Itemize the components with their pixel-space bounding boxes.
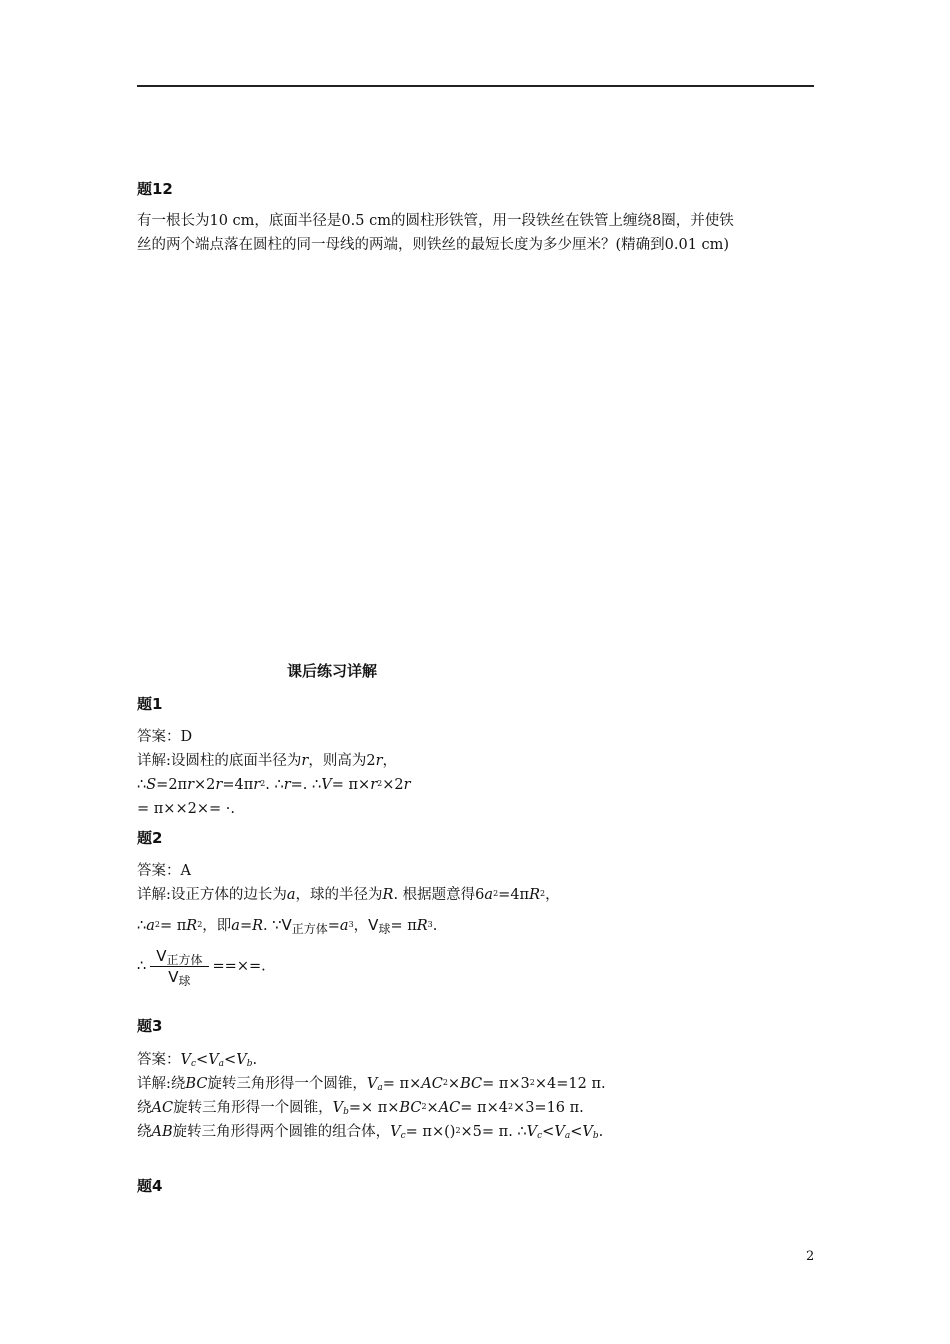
q12-title: 题12 — [137, 180, 173, 198]
page-number: 2 — [806, 1249, 815, 1264]
t2-ratio-line: ∴ $\frac{V_{正方体}}{V_球}$ ==×=. — [137, 947, 266, 988]
t3-detail-line-3: 绕AB旋转三角形得两个圆锥的组合体，$V_c= \pi\times()^2\times 5= \pi$. $\therefore V_c<V_a<V_b$. — [137, 1124, 604, 1141]
t2-detail-line: 详解:设正方体的边长为a，球的半径为R. 根据题意得$6a^2=4\pi R^2$， — [137, 887, 560, 903]
t1-result-line: = π××2×= ·. — [137, 801, 235, 817]
t3-body — [137, 1048, 606, 1144]
t1-title: 题1 — [137, 695, 163, 713]
t4-title: 题4 — [137, 1177, 163, 1195]
t2-body — [137, 859, 560, 987]
t2-title: 题2 — [137, 829, 163, 847]
t1-area-line: $\therefore S=2\pi r\times 2r=4\pi r^2$. ∴r=. ∴V= $\pi\times r^2\times 2r$ — [137, 777, 411, 793]
t2-volume-line: $\therefore a^2= \pi R^2$，即a=R. $\because V_{正方体}=a^3$，$V_球= \pi R^3$. — [137, 916, 438, 936]
t3-detail-line-1: 详解:绕BC旋转三角形得一个圆锥，$V_a= \pi\times AC^2\times BC= \pi\times 3^2\times 4=12$ π. — [137, 1076, 606, 1093]
t1-body — [137, 725, 411, 821]
t1-detail-line: 详解:设圆柱的底面半径为r，则高为2r， — [137, 753, 397, 769]
t2-ratio-fraction: $\frac{V_{正方体}}{V_球}$ — [150, 946, 208, 987]
t1-answer: 答案：D — [137, 729, 193, 745]
q12-body — [137, 209, 817, 257]
t3-title: 题3 — [137, 1017, 163, 1035]
section-title: 课后练习详解 — [287, 662, 378, 680]
header-rule — [137, 85, 814, 87]
t3-answer: 答案：$V_c<V_a<V_b$. — [137, 1052, 258, 1069]
t3-detail-line-2: 绕AC旋转三角形得一个圆锥，$V_b=\times \pi\times BC^2\times AC= \pi\times 4^2\times 3=16$ π. — [137, 1100, 584, 1117]
q12-line-2: 丝的两个端点落在圆柱的同一母线的两端，则铁丝的最短长度为多少厘米？(精确到0.01 cm) — [137, 237, 730, 253]
t2-answer: 答案：A — [137, 863, 191, 879]
q12-line-1: 有一根长为10 cm，底面半径是0.5 cm的圆柱形铁管，用一段铁丝在铁管上缠绕8圈，并使铁 — [137, 213, 734, 229]
